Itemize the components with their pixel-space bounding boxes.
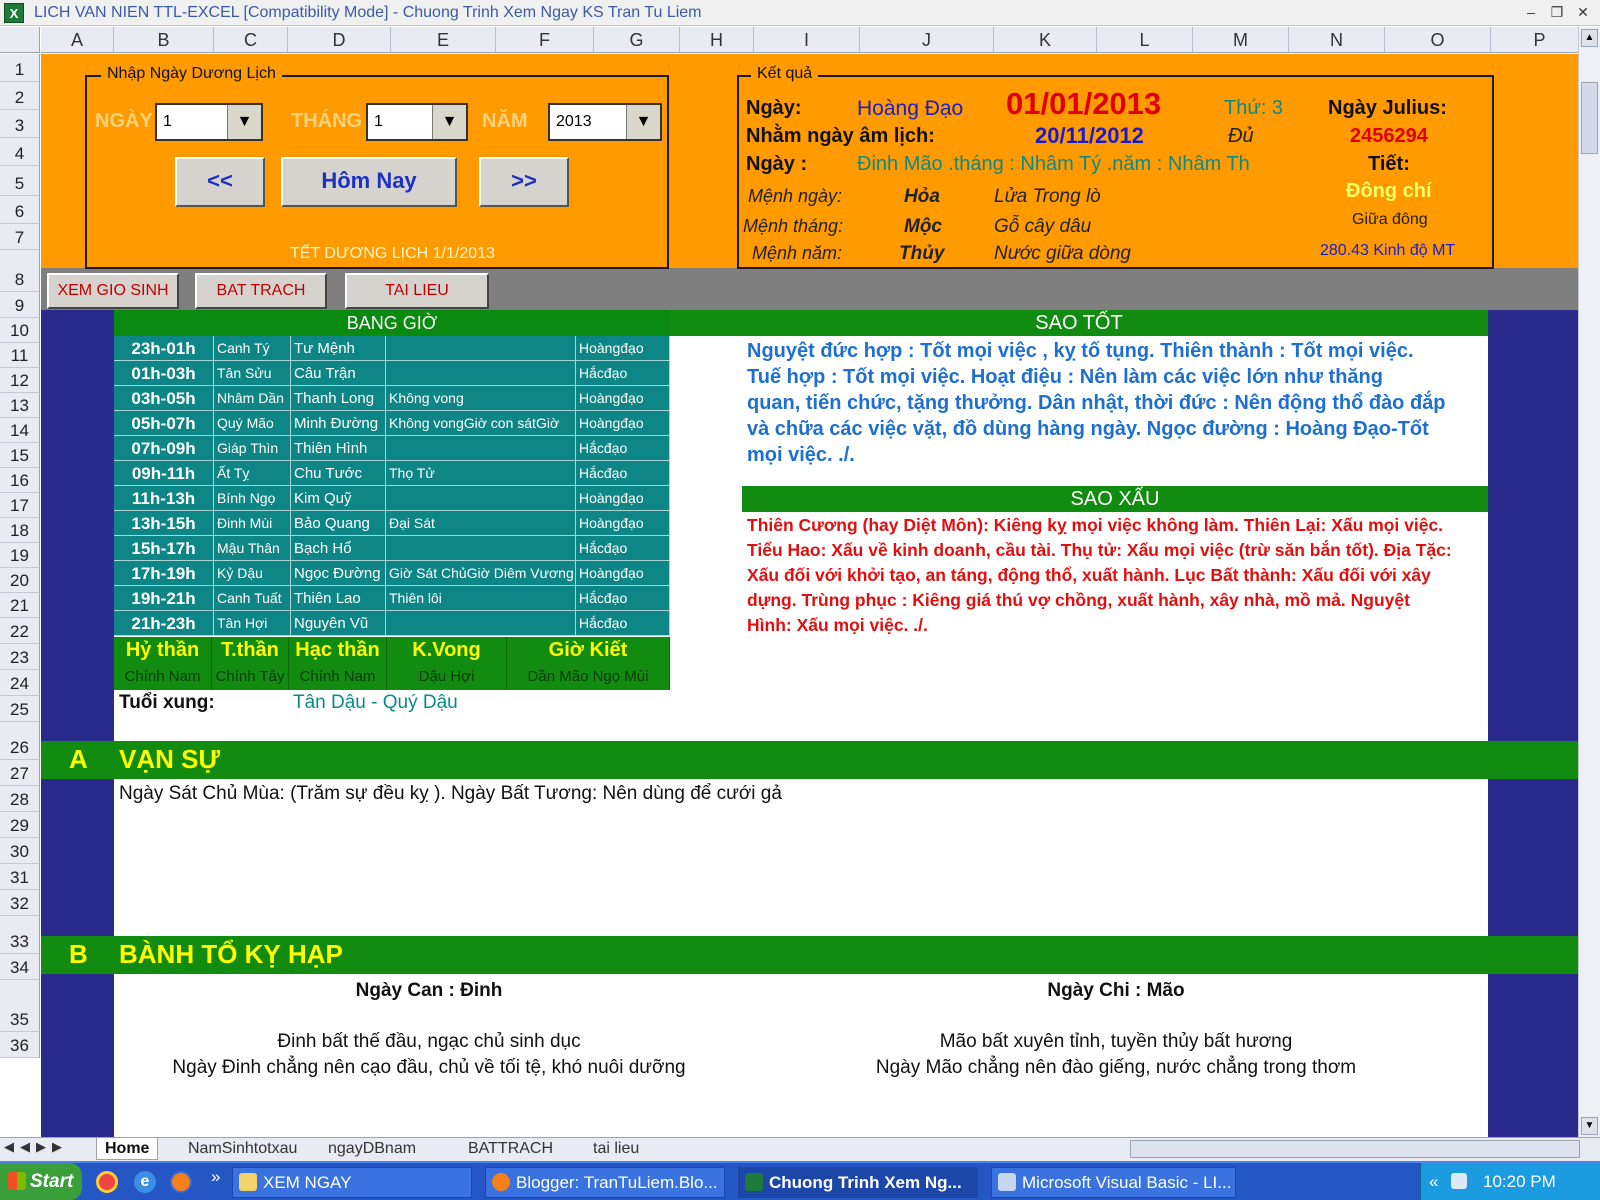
can-line2: Ngày Đinh chẳng nên cạo đầu, chủ về tối tệ, khó nuôi dưỡng — [172, 1057, 686, 1078]
hour-cell-type: Hắcđạo — [576, 611, 670, 636]
hour-cell-can: Giáp Thìn — [214, 436, 291, 461]
direction-value: Dần Mão Ngọ Mùi — [507, 664, 670, 690]
hour-cell-sao: Bạch Hổ — [291, 536, 386, 561]
hour-row — [114, 336, 670, 361]
hour-cell-type: Hoàngđạo — [576, 486, 670, 511]
row-header-28[interactable] — [0, 786, 40, 812]
hour-cell-can: Đinh Mùi — [214, 511, 291, 536]
hour-cell-note: Không vongGiờ con sátGiờ — [386, 411, 576, 436]
hour-cell-sao: Chu Tước — [291, 461, 386, 486]
row-header-24[interactable] — [0, 670, 40, 696]
row-header-3[interactable] — [0, 110, 40, 138]
firefox-icon[interactable] — [170, 1171, 192, 1193]
hour-cell-time: 01h-03h — [114, 361, 214, 386]
hour-cell-note — [386, 436, 576, 461]
sao-xau-title: SAO XẤU — [1070, 488, 1160, 510]
column-header-l[interactable]: L — [1097, 27, 1193, 53]
hour-cell-can: Tân Sửu — [214, 361, 291, 386]
hour-cell-type: Hắcđạo — [576, 586, 670, 611]
sheet-tab-namsinhtotxau[interactable]: NamSinhtotxau — [188, 1140, 298, 1157]
hour-row — [114, 561, 670, 586]
column-header-f[interactable]: F — [496, 27, 594, 53]
chevron-down-icon[interactable]: ▼ — [626, 105, 660, 139]
hour-cell-sao: Thiên Lao — [291, 586, 386, 611]
menh-nam-value: Thủy — [899, 243, 945, 264]
row-header-34[interactable] — [0, 954, 40, 980]
right-margin — [1488, 310, 1578, 1137]
tab-scroll-arrows[interactable]: ◀◀▶▶ — [4, 1139, 68, 1154]
row-number: 28 — [10, 790, 29, 809]
tuoi-xung-label: Tuổi xung: — [119, 692, 215, 713]
sao-tot-line: quan, tiến chức, tặng thưởng. Dân nhật, thời đức : Nên động thổ đào đắp — [747, 392, 1446, 414]
hour-cell-note: Giờ Sát ChủGiờ Diêm Vương — [386, 561, 576, 586]
window-title: LICH VAN NIEN TTL-EXCEL [Compatibility Mode] - Chuong Trinh Xem Ngay KS Tran Tu Liem — [34, 4, 702, 21]
month-select[interactable] — [366, 103, 468, 141]
hour-cell-type: Hoàngđạo — [576, 561, 670, 586]
column-header-n[interactable]: N — [1289, 27, 1385, 53]
tiet-label: Tiết: — [1368, 153, 1410, 175]
column-header-a[interactable]: A — [41, 27, 114, 53]
row-header-17[interactable] — [0, 493, 40, 518]
sao-tot-line: và chữa các việc vặt, đồ dùng hàng ngày. Ngọc đường : Hoàng Đạo-Tốt — [747, 418, 1429, 440]
hour-row — [114, 411, 670, 436]
row-number: 8 — [14, 270, 25, 289]
scroll-down-icon[interactable]: ▼ — [1581, 1117, 1598, 1135]
row-number: 9 — [14, 296, 25, 315]
result-panel-legend: Kết quả — [751, 65, 818, 83]
taskbar-item-vba[interactable]: Microsoft Visual Basic - LI... — [991, 1167, 1236, 1198]
direction-header: Hạc thần — [289, 637, 387, 664]
row-header-13[interactable] — [0, 393, 40, 418]
hour-cell-sao: Kim Quỹ — [291, 486, 386, 511]
row-number: 2 — [14, 88, 25, 107]
day-value: 1 — [163, 113, 172, 130]
lunar-date: 20/11/2012 — [1035, 123, 1144, 148]
bat-trach-button[interactable]: BAT TRACH — [195, 273, 327, 309]
row-header-14[interactable] — [0, 418, 40, 443]
menh-nam-desc: Nước giữa dòng — [994, 243, 1131, 264]
tray-expand[interactable]: « — [1429, 1172, 1439, 1191]
sheet-tab-tai-lieu[interactable]: tai lieu — [593, 1140, 640, 1157]
row-header-31[interactable] — [0, 864, 40, 890]
column-header-i[interactable]: I — [754, 27, 860, 53]
month-value: 1 — [374, 113, 383, 130]
row-header-21[interactable] — [0, 593, 40, 618]
sao-tot-title: SAO TỐT — [1035, 312, 1123, 334]
section-a-title: VẠN SỰ — [119, 744, 221, 774]
month-size: Đủ — [1228, 125, 1254, 147]
today-button[interactable]: Hôm Nay — [281, 157, 457, 207]
row-number: 6 — [14, 202, 25, 221]
vba-icon — [998, 1173, 1016, 1191]
year-value: 2013 — [556, 113, 592, 130]
hour-cell-note: Thọ Tử — [386, 461, 576, 486]
direction-header: K.Vong — [387, 637, 507, 664]
row-number: 10 — [10, 321, 29, 340]
row-header-25[interactable] — [0, 696, 40, 722]
taskbar-item-xem-ngay[interactable]: XEM NGAY — [232, 1167, 472, 1198]
hour-cell-note: Không vong — [386, 386, 576, 411]
taskbar — [0, 1161, 1600, 1200]
row-number: 32 — [10, 894, 29, 913]
hour-cell-type: Hoàngđạo — [576, 386, 670, 411]
windows-logo-icon — [8, 1172, 26, 1190]
hour-cell-time: 15h-17h — [114, 536, 214, 561]
hour-cell-can: Nhâm Dần — [214, 386, 291, 411]
row-header-20[interactable] — [0, 568, 40, 593]
hour-row — [114, 486, 670, 511]
title-bar — [0, 0, 1600, 26]
hour-cell-can: Tân Hợi — [214, 611, 291, 636]
row-number: 22 — [10, 622, 29, 641]
hour-row — [114, 611, 670, 636]
taskbar-item-excel[interactable]: Chuong Trinh Xem Ng... — [738, 1167, 978, 1198]
column-header-e[interactable]: E — [391, 27, 496, 53]
row-header-26[interactable] — [0, 722, 40, 760]
chi-line2: Ngày Mão chẳng nên đào giếng, nước chẳng trong thơm — [875, 1057, 1357, 1078]
row-number: 27 — [10, 764, 29, 783]
sao-tot-line: Nguyệt đức hợp : Tốt mọi việc , kỵ tố tụng. Thiên thành : Tốt mọi việc. — [747, 340, 1414, 362]
row-header-23[interactable] — [0, 644, 40, 670]
firefox-icon — [492, 1173, 510, 1191]
direction-value: Dậu Hợi — [387, 664, 507, 690]
row-number: 17 — [10, 496, 29, 515]
row-header-30[interactable] — [0, 838, 40, 864]
taskbar-item-blogger[interactable]: Blogger: TranTuLiem.Blo... — [485, 1167, 725, 1198]
row-header-15[interactable] — [0, 443, 40, 468]
sao-tot-text — [747, 338, 1487, 468]
row-header-1[interactable] — [0, 54, 40, 82]
can-title: Ngày Can : Đinh — [355, 980, 503, 1001]
row-number: 19 — [10, 546, 29, 565]
column-header-k[interactable]: K — [994, 27, 1097, 53]
hour-cell-note — [386, 361, 576, 386]
row-number: 12 — [10, 371, 29, 390]
row-number: 25 — [10, 700, 29, 719]
row-header-9[interactable] — [0, 292, 40, 318]
chevron-down-icon[interactable]: ▼ — [227, 105, 261, 139]
julius-label: Ngày Julius: — [1328, 97, 1447, 119]
hour-cell-sao: Câu Trận — [291, 361, 386, 386]
chi-line1: Mão bất xuyên tỉnh, tuyền thủy bất hương — [939, 1031, 1293, 1052]
row-header-12[interactable] — [0, 368, 40, 393]
row-number: 36 — [10, 1036, 29, 1055]
row-header-22[interactable] — [0, 618, 40, 644]
row-number: 5 — [14, 174, 25, 193]
hour-cell-note: Đại Sát — [386, 511, 576, 536]
sao-xau-line: Tiểu Hao: Xấu về kinh doanh, cầu tài. Thụ tử: Xấu mọi việc (trừ săn bắn tốt). Địa Tặc: — [747, 540, 1452, 560]
row-number: 3 — [14, 116, 25, 135]
chrome-icon[interactable] — [96, 1171, 118, 1193]
sao-xau-text — [747, 513, 1487, 638]
row-number: 21 — [10, 596, 29, 615]
sao-tot-line: mọi việc. ./. — [747, 444, 855, 466]
hour-cell-time: 19h-21h — [114, 586, 214, 611]
hour-cell-note: Thiên lôi — [386, 586, 576, 611]
menh-ngay-label: Mệnh ngày: — [748, 186, 843, 206]
menh-ngay-value: Hỏa — [904, 186, 940, 207]
hour-cell-type: Hoàngđạo — [576, 411, 670, 436]
vertical-scrollbar[interactable] — [1578, 27, 1600, 1137]
tiet-value: Đông chí — [1346, 180, 1432, 202]
day-select[interactable] — [155, 103, 263, 141]
input-panel-legend: Nhập Ngày Dương Lịch — [101, 65, 282, 83]
start-button[interactable] — [0, 1163, 82, 1200]
hour-cell-type: Hắcđạo — [576, 536, 670, 561]
row-header-4[interactable] — [0, 138, 40, 166]
direction-header: Hỷ thần — [114, 637, 212, 664]
menh-ngay-desc: Lửa Trong lò — [994, 186, 1101, 207]
row-header-2[interactable] — [0, 82, 40, 110]
row-header-10[interactable] — [0, 318, 40, 343]
minimize-button[interactable]: – — [1527, 4, 1535, 20]
tiet-sub: Giữa đông — [1352, 211, 1428, 228]
column-header-b[interactable]: B — [114, 27, 214, 53]
direction-value: Chính Nam — [114, 664, 212, 690]
row-header-36[interactable] — [0, 1032, 40, 1058]
sheet-tab-battrach[interactable]: BATTRACH — [468, 1140, 554, 1157]
system-tray — [1420, 1163, 1600, 1200]
hour-cell-sao: Thiên Hình — [291, 436, 386, 461]
row-number: 15 — [10, 446, 29, 465]
row-header-6[interactable] — [0, 196, 40, 224]
column-header-g[interactable]: G — [594, 27, 680, 53]
hour-row — [114, 461, 670, 486]
julius-value: 2456294 — [1350, 125, 1428, 147]
hour-cell-type: Hoàngđạo — [576, 336, 670, 361]
hour-cell-can: Bính Ngọ — [214, 486, 291, 511]
hour-cell-can: Kỷ Dậu — [214, 561, 291, 586]
direction-value: Chính Tây — [212, 664, 289, 690]
year-select[interactable] — [548, 103, 662, 141]
ngay-label: Ngày: — [746, 97, 802, 119]
hour-cell-can: Quý Mão — [214, 411, 291, 436]
quicklaunch-more[interactable]: » — [211, 1167, 221, 1186]
lunar-label: Nhằm ngày âm lịch: — [746, 125, 935, 147]
month-label: THÁNG — [291, 110, 363, 132]
tai-lieu-button[interactable]: TAI LIEU — [345, 273, 489, 309]
row-header-18[interactable] — [0, 518, 40, 543]
chi-title: Ngày Chi : Mão — [1047, 980, 1185, 1001]
section-a-letter: A — [69, 744, 88, 774]
excel-icon: X — [4, 3, 24, 23]
sao-xau-line: dựng. Trùng phục : Kiêng giá thú vợ chồng, xuất hành, xây nhà, mồ mả. Nguyệt — [747, 590, 1410, 610]
column-header-p[interactable]: P — [1491, 27, 1589, 53]
row-header-5[interactable] — [0, 166, 40, 196]
day-label: NGÀY — [95, 110, 153, 132]
row-header-7[interactable] — [0, 224, 40, 250]
row-number: 14 — [10, 421, 29, 440]
row-number: 18 — [10, 521, 29, 540]
hour-row — [114, 386, 670, 411]
hour-cell-time: 11h-13h — [114, 486, 214, 511]
hour-cell-time: 07h-09h — [114, 436, 214, 461]
hoang-dao-text: Hoàng Đạo — [857, 97, 964, 120]
hour-cell-note — [386, 336, 576, 361]
row-number: 16 — [10, 471, 29, 490]
sao-tot-header — [670, 310, 1488, 336]
row-number: 30 — [10, 842, 29, 861]
hour-table-title: BANG GIỜ — [114, 310, 670, 336]
column-header-d[interactable]: D — [288, 27, 391, 53]
hour-cell-type: Hắcđạo — [576, 461, 670, 486]
can-chi-label: Ngày : — [746, 153, 808, 175]
excel-icon — [745, 1173, 763, 1191]
sao-tot-line: Tuế hợp : Tốt mọi việc. Hoạt điệu : Nên làm các việc lớn như thăng — [747, 366, 1383, 388]
row-header-32[interactable] — [0, 890, 40, 916]
sao-xau-line: Xấu đối với khởi tạo, an táng, động thổ, xuất hành. Lục Bất thành: Xấu đối với xây — [747, 565, 1431, 585]
can-chi-text: Đinh Mão .tháng : Nhâm Tý .năm : Nhâm Th — [857, 153, 1250, 175]
row-number: 7 — [14, 228, 25, 247]
direction-header: Giờ Kiết — [507, 637, 670, 664]
sheet-tab-bar — [0, 1137, 1600, 1161]
hour-cell-note — [386, 536, 576, 561]
hour-cell-type: Hoàngđạo — [576, 511, 670, 536]
hour-row — [114, 361, 670, 386]
row-number: 24 — [10, 674, 29, 693]
tuoi-xung-value: Tân Dậu - Quý Dậu — [293, 692, 458, 713]
row-number: 1 — [14, 60, 25, 79]
hour-cell-sao: Ngọc Đường — [291, 561, 386, 586]
row-header-11[interactable] — [0, 343, 40, 368]
sheet-tab-ngaydbnam[interactable]: ngayDBnam — [328, 1140, 417, 1157]
menh-thang-value: Mộc — [904, 216, 942, 237]
column-header-j[interactable]: J — [860, 27, 994, 53]
row-number: 4 — [14, 144, 25, 163]
xem-gio-sinh-button[interactable]: XEM GIO SINH — [47, 273, 179, 309]
hour-cell-type: Hắcđạo — [576, 361, 670, 386]
menh-nam-label: Mệnh năm: — [752, 243, 843, 263]
column-header-c[interactable]: C — [214, 27, 288, 53]
menh-thang-desc: Gỗ cây dâu — [994, 216, 1092, 237]
hour-cell-sao: Bảo Quang — [291, 511, 386, 536]
sao-xau-header — [742, 486, 1488, 512]
section-a-text: Ngày Sát Chủ Mùa: (Trăm sự đều kỵ ). Ngày Bất Tương: Nên dùng để cưới gả — [119, 783, 782, 804]
hour-cell-sao: Tư Mệnh — [291, 336, 386, 361]
direction-header: T.thần — [212, 637, 289, 664]
row-number: 20 — [10, 571, 29, 590]
row-number: 34 — [10, 958, 29, 977]
select-all-corner[interactable] — [0, 27, 40, 53]
direction-value: Chính Nam — [289, 664, 387, 690]
section-b-letter: B — [69, 939, 88, 969]
hour-cell-sao: Nguyên Vũ — [291, 611, 386, 636]
hour-cell-note — [386, 611, 576, 636]
hour-cell-sao: Thanh Long — [291, 386, 386, 411]
column-header-m[interactable]: M — [1193, 27, 1289, 53]
hour-cell-time: 05h-07h — [114, 411, 214, 436]
chevron-down-icon[interactable]: ▼ — [432, 105, 466, 139]
section-b-header — [41, 936, 1578, 974]
sao-xau-line: Thiên Cương (hay Diệt Môn): Kiêng kỵ mọi việc không làm. Thiên Lại: Xấu mọi việc. — [747, 515, 1444, 535]
column-header-h[interactable]: H — [680, 27, 754, 53]
row-number: 23 — [10, 648, 29, 667]
hour-cell-can: Canh Tý — [214, 336, 291, 361]
network-icon[interactable] — [1451, 1173, 1467, 1189]
hour-cell-note — [386, 486, 576, 511]
solar-date: 01/01/2013 — [1006, 86, 1162, 121]
holiday-text: TẾT DƯƠNG LỊCH 1/1/2013 — [290, 245, 495, 262]
row-number: 33 — [10, 932, 29, 951]
hour-cell-type: Hắcđạo — [576, 436, 670, 461]
hour-cell-can: Ất Tỵ — [214, 461, 291, 486]
row-number: 31 — [10, 868, 29, 887]
hour-row — [114, 536, 670, 561]
hour-cell-can: Mậu Thân — [214, 536, 291, 561]
hour-cell-sao: Minh Đường — [291, 411, 386, 436]
section-b-title: BÀNH TỔ KỴ HẠP — [119, 939, 343, 969]
kinh-do: 280.43 Kinh độ MT — [1320, 242, 1456, 259]
column-header-o[interactable]: O — [1385, 27, 1491, 53]
section-a-header — [41, 741, 1578, 779]
scroll-thumb[interactable] — [1581, 82, 1598, 154]
prev-day-button[interactable]: << — [175, 157, 265, 207]
horizontal-scrollbar[interactable] — [1130, 1140, 1580, 1158]
row-header-16[interactable] — [0, 468, 40, 493]
sao-xau-line: Hình: Xấu mọi việc. ./. — [747, 615, 928, 635]
hour-cell-can: Canh Tuất — [214, 586, 291, 611]
row-header-27[interactable] — [0, 760, 40, 786]
row-number: 29 — [10, 816, 29, 835]
hour-row — [114, 436, 670, 461]
row-number: 13 — [10, 396, 29, 415]
hour-cell-time: 13h-15h — [114, 511, 214, 536]
start-label: Start — [30, 1171, 74, 1192]
row-number: 26 — [10, 738, 29, 757]
hour-cell-time: 21h-23h — [114, 611, 214, 636]
row-header-33[interactable] — [0, 916, 40, 954]
hour-cell-time: 23h-01h — [114, 336, 214, 361]
year-label: NĂM — [482, 110, 528, 132]
hour-cell-time: 03h-05h — [114, 386, 214, 411]
row-header-29[interactable] — [0, 812, 40, 838]
row-number: 11 — [10, 346, 29, 365]
ie-icon[interactable]: e — [134, 1171, 156, 1193]
next-day-button[interactable]: >> — [479, 157, 569, 207]
menh-thang-label: Mệnh tháng: — [743, 216, 844, 236]
hour-row — [114, 511, 670, 536]
hour-cell-time: 09h-11h — [114, 461, 214, 486]
restore-button[interactable]: ❐ — [1550, 4, 1564, 20]
hour-row — [114, 586, 670, 611]
row-header-35[interactable] — [0, 980, 40, 1032]
row-header-8[interactable] — [0, 250, 40, 292]
weekday-text: Thứ: 3 — [1224, 97, 1283, 119]
row-number: 35 — [10, 1010, 29, 1029]
folder-icon — [239, 1173, 257, 1191]
hour-cell-time: 17h-19h — [114, 561, 214, 586]
clock: 10:20 PM — [1483, 1172, 1556, 1191]
scroll-up-icon[interactable]: ▲ — [1581, 29, 1598, 47]
sheet-tab-home[interactable]: Home — [96, 1138, 158, 1160]
row-header-19[interactable] — [0, 543, 40, 568]
left-margin — [41, 310, 114, 1137]
can-line1: Đinh bất thế đầu, ngạc chủ sinh dục — [277, 1031, 581, 1052]
close-button[interactable]: ✕ — [1577, 4, 1589, 20]
